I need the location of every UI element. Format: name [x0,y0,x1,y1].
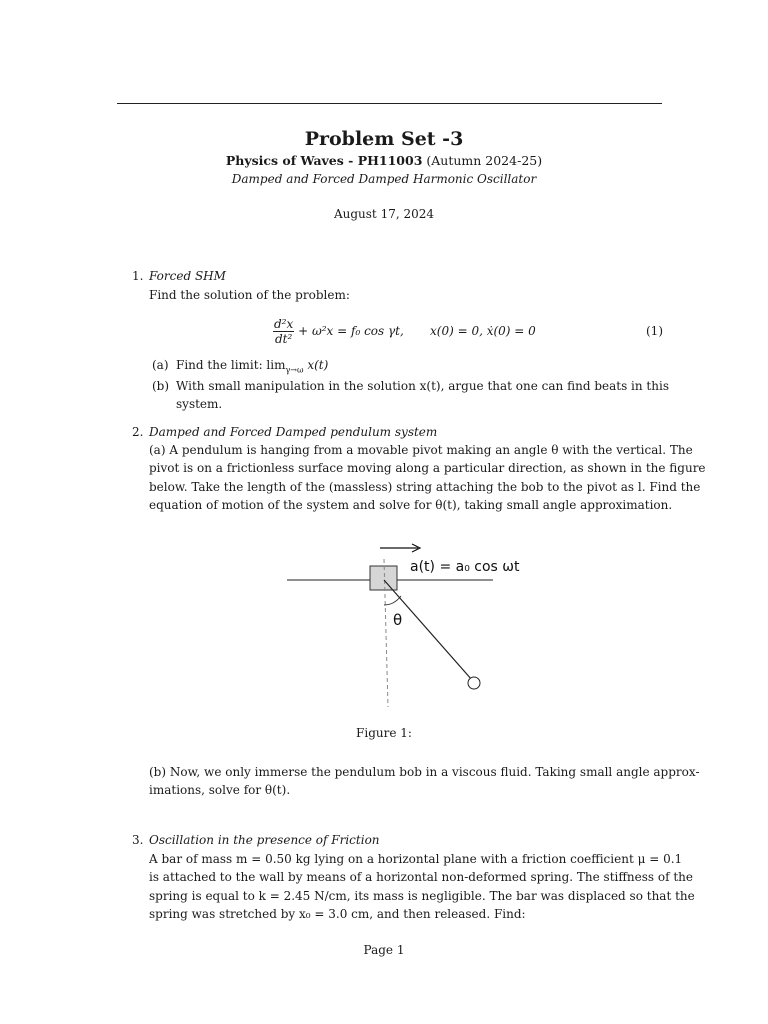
problem3-heading: Oscillation in the presence of Friction [149,833,380,847]
page-number: Page 1 [363,943,405,957]
acceleration-label: a(t) = a₀ cos ωt [410,559,520,575]
page-title: Problem Set -3 [304,128,464,150]
equation-rhs: + ω²x = f₀ cos γt, [298,324,404,338]
fraction-denominator: dt² [274,332,293,346]
angle-theta: θ [393,611,403,629]
problem2-heading: Damped and Forced Damped pendulum system [149,425,438,439]
equation-conditions: x(0) = 0, ẋ(0) = 0 [430,324,536,338]
date: August 17, 2024 [333,207,435,221]
problem2-line-2: pivot is on a frictionless surface moving along a particular direction, as shown in the figure [149,461,706,475]
top-rule [117,103,662,104]
course-line [0,153,768,168]
course-term: (Autumn 2024-25) [426,153,543,168]
subtitle: Damped and Forced Damped Harmonic Oscillator [231,172,537,186]
figure-caption: Figure 1: [356,726,412,740]
pendulum-string [384,580,472,680]
problem2-line-4: equation of motion of the system and solve for θ(t), taking small angle approximation. [149,498,673,512]
part-a-limit-sub: γ→ω [285,365,304,375]
part-a-text: Find the limit: lim [176,358,286,372]
problem2-line-1: (a) A pendulum is hanging from a movable pivot making an angle θ with the vertical. The [149,443,693,457]
fraction-numerator: d²x [274,317,294,331]
problem1-part-b-line2: system. [176,397,223,411]
equation-fraction [273,317,294,346]
problem1-part-b-label: (b) [152,379,170,393]
problem1-heading: Forced SHM [149,269,226,283]
course-name: Physics of Waves - PH11003 [225,153,423,168]
problem1-intro: Find the solution of the problem: [149,288,350,302]
part-a-expr: x(t) [307,358,329,372]
equation-label: (1) [646,324,663,338]
pivot-block [370,566,397,590]
problem2-part-b-line2: imations, solve for θ(t). [149,783,291,797]
problem1-number: 1. [132,269,144,283]
problem2-line-3: below. Take the length of the (massless) string attaching the bob to the pivot as l. Find the [149,480,701,494]
problem1-part-a [176,356,328,379]
pendulum-bob [468,677,480,689]
problem1-part-b-line1: With small manipulation in the solution x(t), argue that one can find beats in this [176,379,669,393]
angle-arc [384,596,401,605]
problem1-part-a-label: (a) [152,358,169,372]
problem3-line-3: spring is equal to k = 2.45 N/cm, its mass is negligible. The bar was displaced so that the [149,889,695,903]
problem3-line-2: is attached to the wall by means of a horizontal non-deformed spring. The stiffness of the [149,870,693,884]
problem3-line-1: A bar of mass m = 0.50 kg lying on a horizontal plane with a friction coefficient μ = 0.1 [149,852,683,866]
problem2-number: 2. [132,425,144,439]
problem3-number: 3. [132,833,144,847]
pendulum-figure [280,535,520,715]
problem2-part-b-line1: (b) Now, we only immerse the pendulum bob in a viscous fluid. Taking small angle approx- [149,765,700,779]
problem1-equation [273,317,404,346]
problem3-line-4: spring was stretched by x₀ = 3.0 cm, and then released. Find: [149,907,526,921]
